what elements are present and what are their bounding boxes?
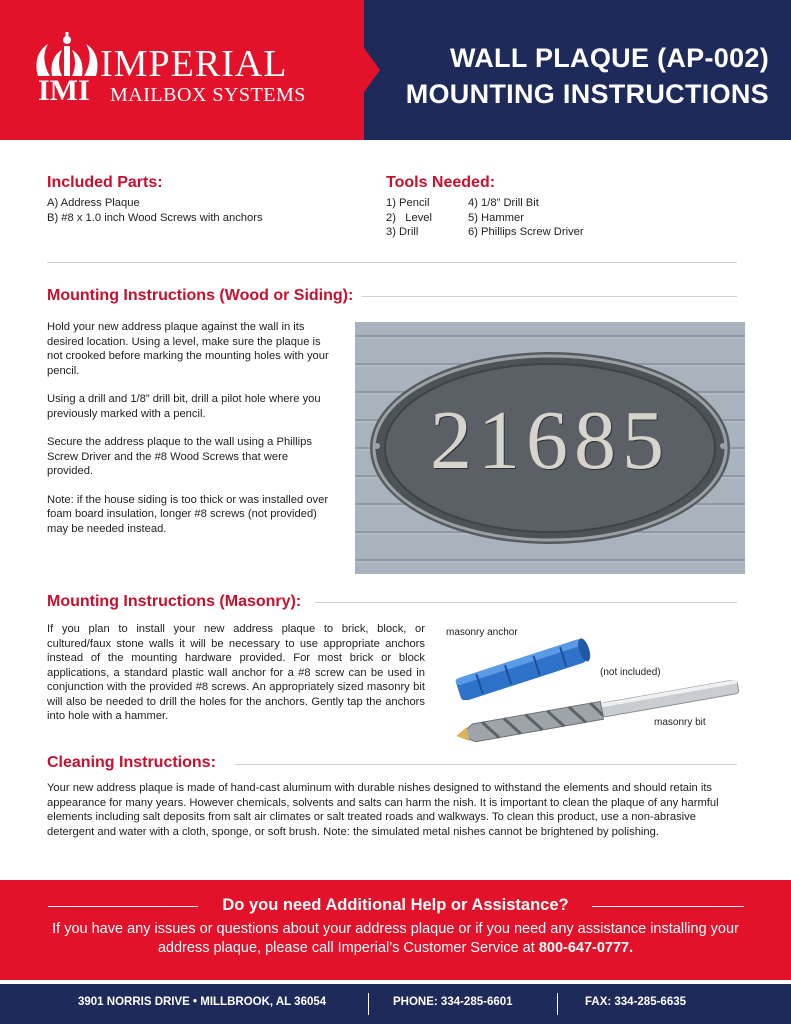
plaque-photo xyxy=(355,322,745,574)
wood-step-1: Hold your new address plaque against the wall in its desired location. Using a level, make sure the plaque is not crooked before marking the mounting holes with your pencil. xyxy=(47,321,329,377)
title-line-2: MOUNTING INSTRUCTIONS xyxy=(405,79,769,109)
footer-address: 3901 NORRIS DRIVE • MILLBROOK, AL 36054 xyxy=(78,996,327,1008)
wood-instructions xyxy=(47,320,337,536)
included-parts-heading: Included Parts: xyxy=(47,174,163,191)
header-arrow xyxy=(364,48,380,92)
logo-imi-text: IMI xyxy=(38,74,90,107)
help-body: If you have any issues or questions about your address plaque or if you need any assistance installing your address plaque, please call Imperial’s Customer Service at xyxy=(52,921,739,956)
list-item: 5) Hammer xyxy=(468,211,524,224)
wood-step-2: Using a drill and 1/8” drill bit, drill a pilot hole where you previously marked with a pencil. xyxy=(47,393,321,420)
wood-note: Note: if the house siding is too thick or was installed over foam board insulation, longer #8 screws (not provided) may be needed instead. xyxy=(47,493,329,535)
wood-heading: Mounting Instructions (Wood or Siding): xyxy=(47,287,354,304)
list-item: 4) 1/8” Drill Bit xyxy=(468,197,539,209)
wood-step-3: Secure the address plaque to the wall using a Phillips Screw Driver and the #8 Wood Screws that were provided. xyxy=(47,436,312,477)
list-item: 2) Level xyxy=(386,211,433,224)
list-item: 3) Drill xyxy=(386,226,419,238)
imperial-logo xyxy=(30,30,340,110)
footer-bar xyxy=(0,984,791,1024)
list-item: 1) Pencil xyxy=(386,197,430,209)
masonry-bit-label: masonry bit xyxy=(654,717,706,728)
footer-phone[interactable]: PHONE: 334-285-6601 xyxy=(393,996,513,1008)
help-phone-link[interactable]: 800-647-0777. xyxy=(538,940,634,956)
list-item: 6) Phillips Screw Driver xyxy=(468,226,584,238)
logo-imperial-text: IMPERIAL xyxy=(100,43,288,85)
help-text xyxy=(40,920,751,958)
cleaning-heading: Cleaning Instructions: xyxy=(47,754,216,771)
masonry-heading: Mounting Instructions (Masonry): xyxy=(47,593,302,610)
page-title xyxy=(406,40,769,112)
masonry-bit-image xyxy=(452,680,744,742)
list-item: A) Address Plaque xyxy=(47,197,140,209)
crown-icon xyxy=(32,32,102,80)
plaque-number: 21685 xyxy=(430,394,670,487)
heading-rule xyxy=(235,764,737,765)
included-parts-list xyxy=(47,196,263,225)
masonry-anchor-label: masonry anchor xyxy=(446,627,518,638)
footer-fax: FAX: 334-285-6635 xyxy=(585,996,687,1008)
cleaning-instructions: Your new address plaque is made of hand-cast aluminum with durable nishes designed to withstand the elements and should retain its appearance for many years. However chemicals, solvents and salts can harm the nish. It is important to clean the plaque of any harmful elements including salt deposits from salt air climates or salt treated roads and walkways. To clean this product, use a non-abrasive detergent and water with a cloth, sponge, or soft brush. Note: the simulated metal nishes cannot be brightened by polishing. xyxy=(47,782,719,838)
masonry-instructions: If you plan to install your new address plaque to brick, block, or cultured/faux stone walls it will be necessary to use appropriate anchors instead of the mounting hardware provided. For most brick or block applications, a standard plastic wall anchor for a #8 screw can be used in conjunction with the provided #8 screws. An appropriately sized masonry bit will also be needed to drill the holes for the anchors. Gently tap the anchors into hole with a hammer. xyxy=(47,623,425,722)
tools-heading: Tools Needed: xyxy=(386,174,496,191)
footer-separator xyxy=(368,993,369,1015)
logo-mailbox-text: MAILBOX SYSTEMS xyxy=(110,84,306,106)
title-line-1: WALL PLAQUE (AP-002) xyxy=(449,43,769,73)
help-banner xyxy=(0,880,791,980)
heading-rule xyxy=(315,602,737,603)
not-included-label: (not included) xyxy=(600,667,661,678)
section-divider xyxy=(47,262,737,263)
list-item: B) #8 x 1.0 inch Wood Screws with anchors xyxy=(47,211,263,224)
help-heading: Do you need Additional Help or Assistance? xyxy=(222,896,569,914)
footer-separator xyxy=(557,993,558,1015)
tools-list xyxy=(386,196,618,240)
heading-rule xyxy=(362,296,737,297)
